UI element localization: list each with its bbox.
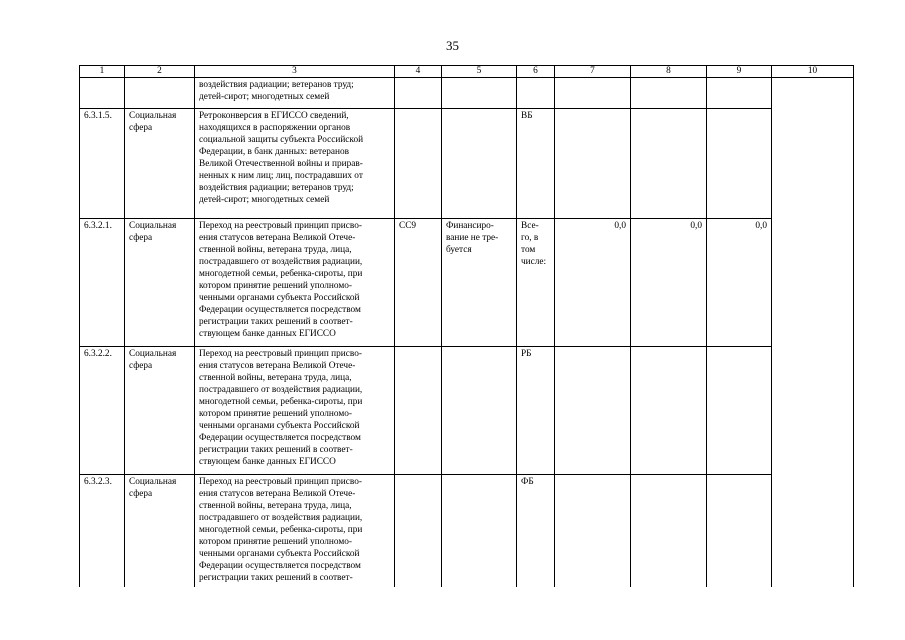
funding-source-line: Все-	[521, 221, 539, 231]
measure-description-line: Федерации осуществляется посредством	[199, 305, 361, 315]
page-number: 35	[446, 38, 459, 53]
measure-description-line: Федерации, в банк данных: ветеранов	[199, 147, 349, 157]
value-col-9: 0,0	[707, 219, 772, 347]
financing-note-line: вание не тре-	[446, 233, 499, 243]
measure-description	[195, 78, 395, 109]
sphere-line: Социальная	[129, 349, 177, 359]
item-number: 6.3.2.2.	[80, 347, 125, 475]
value-col-8	[631, 347, 707, 475]
measure-description-line: воздействия радиации; ветеранов труд;	[199, 183, 354, 193]
measure-description-line: многодетной семьи, ребенка-сироты, при	[199, 269, 363, 279]
financing-note-line: буется	[446, 245, 472, 255]
table-row	[80, 78, 854, 109]
column-number-9: 9	[707, 66, 772, 78]
item-number: 6.3.2.1.	[80, 219, 125, 347]
measure-description-line: ствующем банке данных ЕГИССО	[199, 329, 336, 339]
column-number-5: 5	[442, 66, 517, 78]
financing-note	[442, 109, 517, 219]
measure-description-line: ения статусов ветерана Великой Отече-	[199, 489, 356, 499]
sphere	[125, 219, 195, 347]
item-number: 6.3.2.3.	[80, 475, 125, 587]
measure-description-line: ственной войны, ветерана труда, лица,	[199, 245, 352, 255]
sphere-line: Социальная	[129, 111, 177, 121]
value-col-8	[631, 475, 707, 587]
value-col-9	[707, 78, 772, 109]
measure-description-line: Переход на реестровый принцип присво-	[199, 221, 362, 231]
sphere	[125, 78, 195, 109]
item-number: 6.3.1.5.	[80, 109, 125, 219]
measure-description-line: пострадавшего от воздействия радиации,	[199, 257, 363, 267]
measure-description-line: воздействия радиации; ветеранов труд;	[199, 80, 354, 90]
column-number-6: 6	[517, 66, 555, 78]
sphere-line: сфера	[129, 233, 153, 243]
indicator-code	[395, 109, 442, 219]
table-row	[80, 475, 854, 587]
measure-description-line: котором принятие решений уполномо-	[199, 409, 352, 419]
financing-note	[442, 78, 517, 109]
measure-description-line: Федерации осуществляется посредством	[199, 433, 361, 443]
measure-description-line: Переход на реестровый принцип присво-	[199, 477, 362, 487]
value-col-9	[707, 109, 772, 219]
financing-note	[442, 219, 517, 347]
funding-source-line: ФБ	[521, 477, 534, 487]
measure-description-line: ченными органами субъекта Российской	[199, 421, 360, 431]
measure-description-line: детей-сирот; многодетных семей	[199, 195, 330, 205]
sphere-line: сфера	[129, 123, 153, 133]
column-number-7: 7	[555, 66, 631, 78]
measure-description-line: регистрации таких решений в соответ-	[199, 317, 353, 327]
measure-description-line: ения статусов ветерана Великой Отече-	[199, 233, 356, 243]
measure-description-line: регистрации таких решений в соответ-	[199, 445, 353, 455]
measure-description-line: Переход на реестровый принцип присво-	[199, 349, 362, 359]
sphere-line: Социальная	[129, 477, 177, 487]
column-number-1: 1	[80, 66, 125, 78]
funding-source-line: том	[521, 245, 536, 255]
column-10-cell	[772, 78, 854, 587]
column-number-10: 10	[772, 66, 854, 78]
funding-source-line: го, в	[521, 233, 539, 243]
measure-description-line: ения статусов ветерана Великой Отече-	[199, 361, 356, 371]
measure-description	[195, 347, 395, 475]
item-number	[80, 78, 125, 109]
sphere-line: сфера	[129, 361, 153, 371]
value-col-7	[555, 78, 631, 109]
measure-description-line: ненных к ним лиц; лиц, пострадавших от	[199, 171, 363, 181]
funding-source	[517, 78, 555, 109]
measure-description-line: социальной защиты субъекта Российской	[199, 135, 364, 145]
measure-description-line: ственной войны, ветерана труда, лица,	[199, 501, 352, 511]
indicator-code: СС9	[395, 219, 442, 347]
measure-description	[195, 219, 395, 347]
column-number-8: 8	[631, 66, 707, 78]
sphere-line: сфера	[129, 489, 153, 499]
sphere-line: Социальная	[129, 221, 177, 231]
measure-description	[195, 475, 395, 587]
measure-description-line: многодетной семьи, ребенка-сироты, при	[199, 397, 363, 407]
funding-source-line: ВБ	[521, 111, 533, 121]
measure-description-line: Великой Отечественной войны и прирав-	[199, 159, 363, 169]
measure-description-line: ченными органами субъекта Российской	[199, 549, 360, 559]
measure-description-line: Ретроконверсия в ЕГИССО сведений,	[199, 111, 349, 121]
indicator-code	[395, 78, 442, 109]
value-col-7	[555, 347, 631, 475]
measure-description-line: находящихся в распоряжении органов	[199, 123, 351, 133]
financing-note	[442, 347, 517, 475]
table-row	[80, 347, 854, 475]
measure-description	[195, 109, 395, 219]
table-row	[80, 219, 854, 347]
value-col-9	[707, 475, 772, 587]
table-row	[80, 109, 854, 219]
value-col-9	[707, 347, 772, 475]
column-number-2: 2	[125, 66, 195, 78]
program-table	[79, 65, 854, 587]
measure-description-line: ченными органами субъекта Российской	[199, 293, 360, 303]
value-col-8	[631, 109, 707, 219]
measure-description-line: детей-сирот; многодетных семей	[199, 92, 330, 102]
value-col-8	[631, 78, 707, 109]
value-col-7	[555, 109, 631, 219]
measure-description-line: котором принятие решений уполномо-	[199, 537, 352, 547]
indicator-code	[395, 475, 442, 587]
funding-source	[517, 109, 555, 219]
column-number-header-row	[80, 66, 854, 78]
funding-source	[517, 347, 555, 475]
financing-note-line: Финансиро-	[446, 221, 494, 231]
indicator-code	[395, 347, 442, 475]
sphere	[125, 347, 195, 475]
measure-description-line: котором принятие решений уполномо-	[199, 281, 352, 291]
funding-source	[517, 475, 555, 587]
measure-description-line: многодетной семьи, ребенка-сироты, при	[199, 525, 363, 535]
value-col-7: 0,0	[555, 219, 631, 347]
funding-source	[517, 219, 555, 347]
sphere	[125, 475, 195, 587]
funding-source-line: РБ	[521, 349, 532, 359]
measure-description-line: пострадавшего от воздействия радиации,	[199, 513, 363, 523]
measure-description-line: регистрации таких решений в соответ-	[199, 573, 353, 583]
measure-description-line: пострадавшего от воздействия радиации,	[199, 385, 363, 395]
funding-source-line: числе:	[521, 257, 547, 267]
value-col-8: 0,0	[631, 219, 707, 347]
column-number-3: 3	[195, 66, 395, 78]
sphere	[125, 109, 195, 219]
value-col-7	[555, 475, 631, 587]
measure-description-line: Федерации осуществляется посредством	[199, 561, 361, 571]
column-number-4: 4	[395, 66, 442, 78]
measure-description-line: ствующем банке данных ЕГИССО	[199, 457, 336, 467]
measure-description-line: ственной войны, ветерана труда, лица,	[199, 373, 352, 383]
financing-note	[442, 475, 517, 587]
